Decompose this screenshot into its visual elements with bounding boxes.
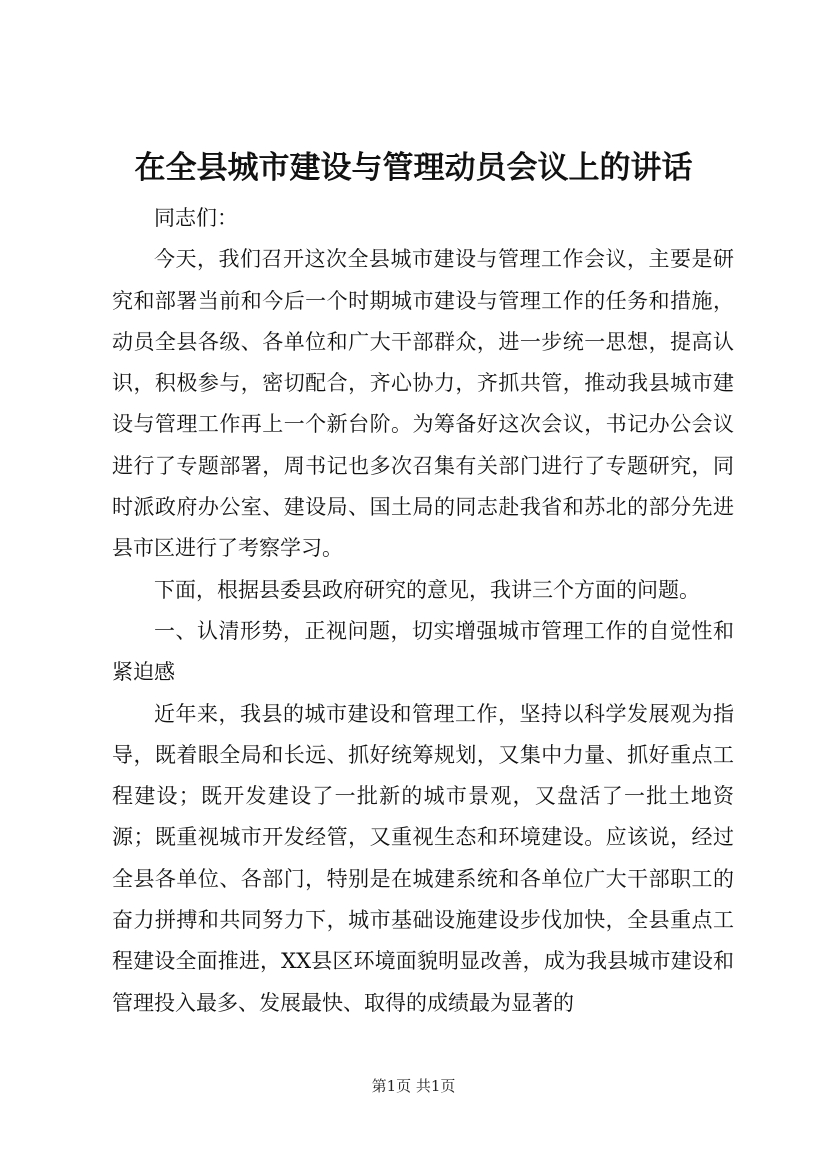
section-heading-1: 一、认清形势，正视问题，切实增强城市管理工作的自觉性和紧迫感 <box>112 618 734 685</box>
paragraph-intro: 今天，我们召开这次全县城市建设与管理工作会议，主要是研究和部署当前和今后一个时期城市建设与管理工作的任务和措施，动员全县各级、各单位和广大干部群众，进一步统一思想，提高认识，积极参与，密切配合，齐心协力，齐抓共管，推动我县城市建设与管理工作再上一个新台阶。为筹备好这次会议，书记办公会议进行了专题部署，周书记也多次召集有关部门进行了专题研究，同时派政府办公室、建设局、国土局的同志赴我省和苏北的部分先进县市区进行了考察学习。 <box>112 247 734 561</box>
document-title: 在全县城市建设与管理动员会议上的讲话 <box>134 150 693 186</box>
page-number: 第1页 共1页 <box>371 1077 456 1095</box>
paragraph-outline: 下面，根据县委县政府研究的意见，我讲三个方面的问题。 <box>154 577 700 602</box>
salutation: 同志们： <box>154 206 238 230</box>
paragraph-achievements: 近年来，我县的城市建设和管理工作，坚持以科学发展观为指导，既着眼全局和长远、抓好统筹规划，又集中力量、抓好重点工程建设；既开发建设了一批新的城市景观，又盘活了一批土地资源；既重视城市开发经管，又重视生态和环境建设。应该说，经过全县各单位、各部门，特别是在城建系统和各单位广大干部职工的奋力拼搏和共同努力下，城市基础设施建设步伐加快，全县重点工程建设全面推进，XX县区环境面貌明显改善，成为我县城市建设和管理投入最多、发展最快、取得的成绩最为显著的 <box>112 701 734 1015</box>
document-body <box>112 198 734 1024</box>
